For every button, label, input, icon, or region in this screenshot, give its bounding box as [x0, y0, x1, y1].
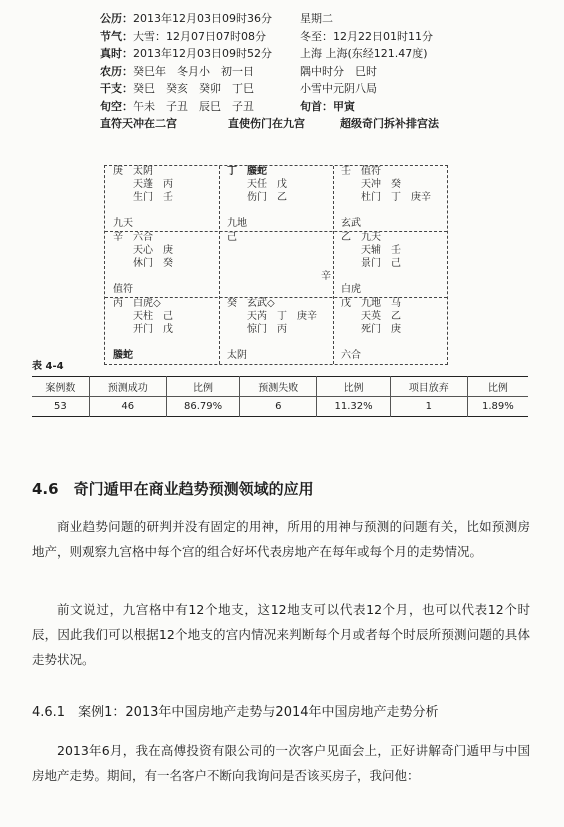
table-cell: 86.79% — [166, 397, 240, 417]
table-cell: 6 — [240, 397, 317, 417]
palace-5 — [227, 231, 331, 296]
palace-4-line-1: 庚 太阴 — [113, 166, 153, 177]
palace-8-line-3: 开门 戊 — [113, 324, 173, 335]
palace-8-line-1: 丙 白虎◇ — [113, 298, 161, 309]
info-gongli-label: 公历： — [100, 12, 133, 25]
table-cell: 53 — [54, 401, 67, 412]
palace-1-line-3: 惊门 丙 — [227, 324, 287, 335]
info-gongli — [100, 10, 520, 28]
palace-3-line-2: 天心 庚 — [113, 245, 173, 256]
table-caption: 表 4-4 — [32, 361, 64, 372]
table-cell: 46 — [89, 397, 166, 417]
palace-2-line-2: 天冲 癸 — [341, 179, 401, 190]
palace-1-line-5: 太阴 — [227, 350, 247, 361]
table-header-cell: 比例 — [166, 377, 240, 397]
palace-5-line-1: 己 — [227, 232, 237, 243]
info-shichen: 隅中时分 巳时 — [300, 64, 377, 78]
palace-6-line-4 — [341, 336, 447, 349]
palace-5-line-2 — [227, 244, 331, 257]
info-zhenshi-value: 2013年12月03日09时52分 — [133, 47, 272, 60]
palace-9-line-4 — [227, 204, 331, 217]
info-method: 超级奇门拆补排宫法 — [340, 117, 439, 130]
palace-2 — [341, 165, 447, 230]
palace-2-line-1: 壬 值符 — [341, 166, 381, 177]
palace-7-line-2: 天辅 壬 — [341, 245, 401, 256]
info-nongli — [100, 63, 520, 81]
table-header-cell: 案例数 — [45, 383, 76, 394]
table-header-cell: 比例 — [317, 377, 391, 397]
info-dongzhi: 冬至：12月22日01时11分 — [300, 29, 433, 43]
chart-info-block — [100, 10, 520, 133]
palace-7-line-4 — [341, 270, 447, 283]
info-ganzhi — [100, 80, 520, 98]
palace-3-line-3: 休门 癸 — [113, 258, 173, 269]
subsection-paragraph-1: 2013年6月，我在高傅投资有限公司的一次客户见面会上，正好讲解奇门遁甲与中国房地产走势。期间，有一名客户不断向我询问是否该买房子，我问他： — [32, 743, 530, 783]
palace-4-line-5: 九天 — [113, 218, 133, 229]
palace-8-line-5: 螣蛇 — [113, 350, 133, 361]
chart-divider-v1 — [219, 166, 220, 364]
palace-9-line-5: 九地 — [227, 218, 247, 229]
info-xunkong-value: 午未 子丑 辰巳 子丑 — [133, 99, 254, 113]
info-jieqi-label: 节气： — [100, 29, 133, 43]
palace-2-line-5: 玄武 — [341, 218, 361, 229]
palace-8-line-4 — [113, 336, 217, 349]
info-nongli-label: 农历： — [100, 64, 133, 78]
palace-5-line-3 — [227, 257, 331, 270]
palace-6-line-2: 天英 乙 — [341, 311, 401, 322]
palace-6-line-5: 六合 — [341, 350, 361, 361]
palace-5-line-5 — [227, 283, 331, 296]
info-zhenshi-label: 真时： — [100, 47, 133, 60]
palace-7 — [341, 231, 447, 296]
info-gongli-value: 2013年12月03日09时36分 — [133, 12, 272, 25]
palace-6-line-3: 死门 庚 — [341, 324, 401, 335]
info-xunkong-label: 旬空： — [100, 99, 133, 113]
info-xunshou: 旬首：甲寅 — [300, 99, 355, 113]
palace-9-line-3: 伤门 乙 — [227, 192, 287, 203]
palace-3-line-1: 辛 六合 — [113, 232, 153, 243]
table-cell: 1.89% — [467, 397, 528, 417]
chart-divider-v2 — [333, 166, 334, 364]
palace-3-line-4 — [113, 270, 217, 283]
nine-palace-chart — [104, 165, 448, 365]
palace-1-line-4 — [227, 336, 331, 349]
info-jieqi — [100, 28, 520, 46]
table-cell: 11.32% — [317, 397, 391, 417]
section-paragraph-1: 商业趋势问题的研判并没有固定的用神，所用的用神与预测的问题有关，比如预测房地产，则观察九宫格中每个宫的组合好坏代表房地产在每年或每个月的走势情况。 — [32, 519, 530, 559]
info-xunkong — [100, 98, 520, 116]
prediction-stats-table — [32, 376, 528, 417]
info-ganzhi-value: 癸巳 癸亥 癸卯 丁巳 — [133, 82, 254, 95]
table-header-cell: 比例 — [467, 377, 528, 397]
palace-6 — [341, 297, 447, 362]
info-zhishi: 直使伤门在九宫 — [228, 117, 305, 130]
palace-8-line-2: 天柱 己 — [113, 311, 173, 322]
info-zhifu-row — [100, 115, 520, 133]
info-jieqi-value: 大雪：12月07日07时08分 — [133, 29, 266, 43]
palace-9-line-1: 丁 螣蛇 — [227, 166, 267, 177]
palace-1-line-1: 癸 玄武◇ — [227, 298, 275, 309]
palace-7-line-1: 乙 九天 — [341, 232, 381, 243]
section-paragraph-2: 前文说过，九宫格中有12个地支，这12地支可以代表12个月，也可以代表12个时辰，因此我们可以根据12个地支的宫内情况来判断每个月或者每个时辰所预测问题的具体走势状况。 — [32, 602, 530, 667]
info-zhenshi — [100, 45, 520, 63]
palace-7-line-3: 景门 己 — [341, 258, 401, 269]
palace-8 — [113, 297, 217, 362]
section-heading: 4.6 奇门遁甲在商业趋势预测领域的应用 — [32, 480, 314, 498]
palace-4-line-3: 生门 壬 — [113, 192, 173, 203]
info-weekday: 星期二 — [300, 12, 333, 25]
palace-2-line-3: 杜门 丁 庚辛 — [341, 192, 431, 203]
palace-7-line-5: 白虎 — [341, 284, 361, 295]
info-ju: 小雪中元阴八局 — [300, 82, 377, 95]
table-header-cell: 预测失败 — [240, 377, 317, 397]
info-zhifu: 直符天冲在二宫 — [100, 117, 177, 130]
table-header-cell: 预测成功 — [89, 377, 166, 397]
table-cell: 1 — [390, 397, 467, 417]
palace-9-line-2: 天任 戊 — [227, 179, 287, 190]
palace-3-line-5: 值符 — [113, 284, 133, 295]
palace-1-line-2: 天芮 丁 庚辛 — [227, 311, 317, 322]
table-header-cell: 项目放弃 — [390, 377, 467, 397]
info-ganzhi-label: 干支： — [100, 82, 133, 95]
palace-6-line-1: 戊 九地 马 — [341, 298, 401, 309]
subsection-heading: 4.6.1 案例1：2013年中国房地产走势与2014年中国房地产走势分析 — [32, 705, 439, 720]
palace-9 — [227, 165, 331, 230]
palace-4-line-2: 天蓬 丙 — [113, 179, 173, 190]
info-nongli-value: 癸巳年 冬月小 初一日 — [133, 64, 254, 78]
info-location: 上海 上海(东经121.47度) — [300, 47, 428, 60]
table-header-row — [32, 377, 528, 397]
palace-1 — [227, 297, 331, 362]
palace-4 — [113, 165, 217, 230]
table-row — [32, 397, 528, 417]
palace-4-line-4 — [113, 204, 217, 217]
palace-5-line-4: 辛 — [321, 271, 331, 282]
palace-3 — [113, 231, 217, 296]
palace-2-line-4 — [341, 204, 447, 217]
